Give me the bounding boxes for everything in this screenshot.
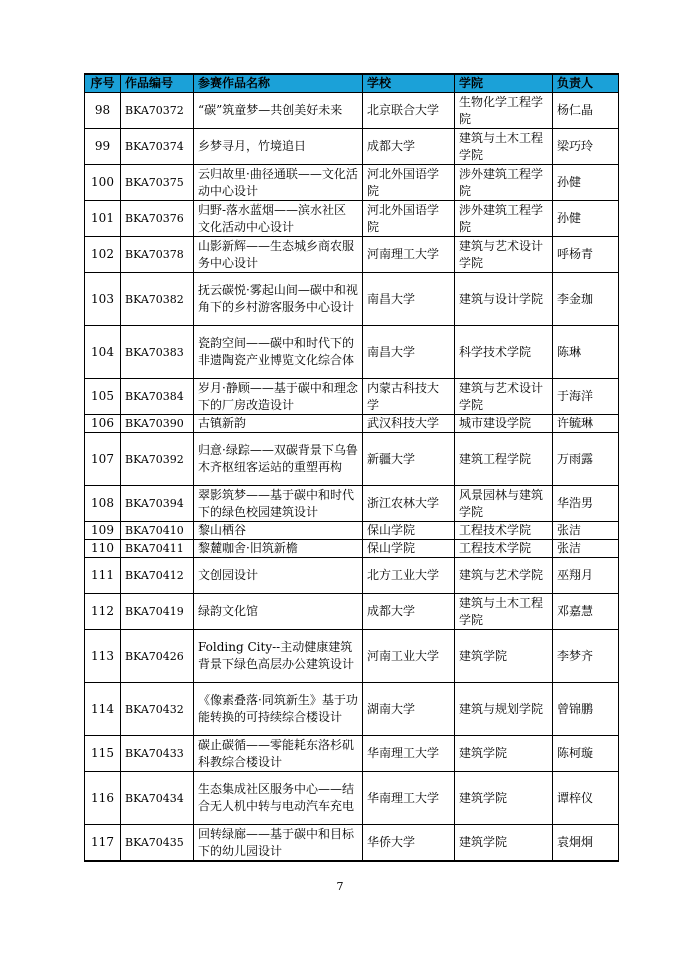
table-row (85, 237, 619, 273)
cell-college: 城市建设学院 (455, 415, 553, 433)
cell-code: BKA70374 (121, 129, 194, 165)
cell-owner: 邓嘉慧 (553, 594, 619, 630)
cell-college: 涉外建筑工程学院 (455, 201, 553, 237)
cell-school: 保山学院 (363, 522, 455, 540)
cell-no: 104 (85, 326, 121, 379)
header-no: 序号 (85, 74, 121, 93)
cell-college: 工程技术学院 (455, 522, 553, 540)
cell-name: 归意·绿踪——双碳背景下乌鲁木齐枢纽客运站的重塑再构 (194, 433, 363, 486)
cell-name: Folding City--主动健康建筑背景下绿色高层办公建筑设计 (194, 630, 363, 683)
table-header-row (85, 74, 619, 93)
cell-college: 建筑与艺术设计学院 (455, 237, 553, 273)
cell-name: 碳止碳循——零能耗东洛杉矶科教综合楼设计 (194, 736, 363, 772)
cell-college: 建筑学院 (455, 825, 553, 862)
cell-school: 河北外国语学院 (363, 165, 455, 201)
cell-owner: 万雨露 (553, 433, 619, 486)
cell-code: BKA70426 (121, 630, 194, 683)
cell-code: BKA70384 (121, 379, 194, 415)
cell-owner: 李梦齐 (553, 630, 619, 683)
cell-no: 111 (85, 558, 121, 594)
cell-college: 建筑与土木工程学院 (455, 594, 553, 630)
table-row (85, 683, 619, 736)
cell-no: 113 (85, 630, 121, 683)
cell-school: 保山学院 (363, 540, 455, 558)
cell-name: 回转绿廊——基于碳中和目标下的幼儿园设计 (194, 825, 363, 862)
cell-no: 99 (85, 129, 121, 165)
cell-code: BKA70376 (121, 201, 194, 237)
cell-school: 河南理工大学 (363, 237, 455, 273)
cell-code: BKA70382 (121, 273, 194, 326)
cell-name: 黎山栖谷 (194, 522, 363, 540)
cell-name: 抚云碳悦·雾起山间—碳中和视角下的乡村游客服务中心设计 (194, 273, 363, 326)
cell-owner: 华浩男 (553, 486, 619, 522)
cell-college: 建筑与设计学院 (455, 273, 553, 326)
table-row (85, 772, 619, 825)
cell-name: 瓷韵空间——碳中和时代下的非遗陶瓷产业博览文化综合体 (194, 326, 363, 379)
cell-college: 建筑与艺术设计学院 (455, 379, 553, 415)
header-code: 作品编号 (121, 74, 194, 93)
table-row (85, 433, 619, 486)
cell-owner: 张洁 (553, 540, 619, 558)
header-school: 学校 (363, 74, 455, 93)
cell-no: 117 (85, 825, 121, 862)
table-row (85, 594, 619, 630)
cell-name: “碳”筑童梦—共创美好未来 (194, 93, 363, 129)
table-row (85, 273, 619, 326)
table-row (85, 486, 619, 522)
cell-code: BKA70372 (121, 93, 194, 129)
cell-school: 华侨大学 (363, 825, 455, 862)
cell-code: BKA70419 (121, 594, 194, 630)
cell-school: 华南理工大学 (363, 736, 455, 772)
cell-college: 建筑学院 (455, 630, 553, 683)
table-row (85, 201, 619, 237)
page-number: 7 (336, 880, 344, 893)
cell-school: 河北外国语学院 (363, 201, 455, 237)
cell-school: 浙江农林大学 (363, 486, 455, 522)
cell-code: BKA70394 (121, 486, 194, 522)
cell-no: 114 (85, 683, 121, 736)
cell-owner: 孙健 (553, 165, 619, 201)
cell-no: 107 (85, 433, 121, 486)
table-row (85, 736, 619, 772)
table-row (85, 558, 619, 594)
cell-school: 北京联合大学 (363, 93, 455, 129)
cell-name: 《像素叠落·同筑新生》基于功能转换的可持续综合楼设计 (194, 683, 363, 736)
cell-school: 内蒙古科技大学 (363, 379, 455, 415)
cell-no: 115 (85, 736, 121, 772)
cell-name: 云归故里·曲径通联——文化活动中心设计 (194, 165, 363, 201)
cell-owner: 陈琳 (553, 326, 619, 379)
cell-code: BKA70375 (121, 165, 194, 201)
cell-school: 南昌大学 (363, 273, 455, 326)
header-name: 参赛作品名称 (194, 74, 363, 93)
cell-college: 生物化学工程学院 (455, 93, 553, 129)
table-row (85, 93, 619, 129)
cell-owner: 巫翔月 (553, 558, 619, 594)
table-row (85, 630, 619, 683)
cell-name: 黎麓咖舍·旧筑新檐 (194, 540, 363, 558)
cell-name: 乡梦寻月，竹境追日 (194, 129, 363, 165)
cell-owner: 呼杨青 (553, 237, 619, 273)
cell-owner: 李金珈 (553, 273, 619, 326)
cell-school: 成都大学 (363, 129, 455, 165)
cell-college: 建筑工程学院 (455, 433, 553, 486)
cell-owner: 梁巧玲 (553, 129, 619, 165)
cell-name: 绿韵文化馆 (194, 594, 363, 630)
cell-no: 101 (85, 201, 121, 237)
cell-no: 105 (85, 379, 121, 415)
cell-college: 涉外建筑工程学院 (455, 165, 553, 201)
award-list-table (84, 73, 619, 862)
cell-code: BKA70435 (121, 825, 194, 862)
cell-owner: 于海洋 (553, 379, 619, 415)
cell-name: 生态集成社区服务中心——结合无人机中转与电动汽车充电 (194, 772, 363, 825)
cell-owner: 杨仁晶 (553, 93, 619, 129)
header-college: 学院 (455, 74, 553, 93)
cell-no: 109 (85, 522, 121, 540)
cell-owner: 曾锦鹏 (553, 683, 619, 736)
cell-owner: 孙健 (553, 201, 619, 237)
cell-owner: 许毓琳 (553, 415, 619, 433)
cell-school: 武汉科技大学 (363, 415, 455, 433)
table-row (85, 522, 619, 540)
cell-school: 河南工业大学 (363, 630, 455, 683)
cell-college: 工程技术学院 (455, 540, 553, 558)
table-row (85, 540, 619, 558)
table-row (85, 415, 619, 433)
cell-college: 建筑与艺术学院 (455, 558, 553, 594)
cell-owner: 袁炯炯 (553, 825, 619, 862)
table-row (85, 379, 619, 415)
cell-code: BKA70392 (121, 433, 194, 486)
cell-school: 成都大学 (363, 594, 455, 630)
cell-code: BKA70378 (121, 237, 194, 273)
cell-code: BKA70383 (121, 326, 194, 379)
cell-school: 南昌大学 (363, 326, 455, 379)
table-row (85, 326, 619, 379)
cell-name: 山影新辉——生态城乡商农服务中心设计 (194, 237, 363, 273)
cell-school: 湖南大学 (363, 683, 455, 736)
cell-code: BKA70411 (121, 540, 194, 558)
table-row (85, 825, 619, 862)
cell-college: 建筑学院 (455, 736, 553, 772)
cell-no: 103 (85, 273, 121, 326)
cell-no: 116 (85, 772, 121, 825)
table-row (85, 165, 619, 201)
cell-code: BKA70412 (121, 558, 194, 594)
cell-name: 翠影筑梦——基于碳中和时代下的绿色校园建筑设计 (194, 486, 363, 522)
cell-no: 100 (85, 165, 121, 201)
cell-college: 风景园林与建筑学院 (455, 486, 553, 522)
cell-owner: 陈柯璇 (553, 736, 619, 772)
cell-no: 108 (85, 486, 121, 522)
cell-no: 102 (85, 237, 121, 273)
cell-name: 文创园设计 (194, 558, 363, 594)
table-row (85, 129, 619, 165)
cell-no: 112 (85, 594, 121, 630)
header-owner: 负责人 (553, 74, 619, 93)
cell-code: BKA70410 (121, 522, 194, 540)
cell-school: 华南理工大学 (363, 772, 455, 825)
cell-college: 建筑与规划学院 (455, 683, 553, 736)
cell-no: 110 (85, 540, 121, 558)
cell-no: 106 (85, 415, 121, 433)
cell-school: 新疆大学 (363, 433, 455, 486)
cell-school: 北方工业大学 (363, 558, 455, 594)
cell-code: BKA70434 (121, 772, 194, 825)
cell-code: BKA70390 (121, 415, 194, 433)
cell-name: 古镇新韵 (194, 415, 363, 433)
cell-college: 建筑与土木工程学院 (455, 129, 553, 165)
cell-code: BKA70432 (121, 683, 194, 736)
cell-college: 建筑学院 (455, 772, 553, 825)
cell-no: 98 (85, 93, 121, 129)
cell-name: 岁月·静顾——基于碳中和理念下的厂房改造设计 (194, 379, 363, 415)
cell-owner: 谭梓仪 (553, 772, 619, 825)
cell-owner: 张洁 (553, 522, 619, 540)
cell-college: 科学技术学院 (455, 326, 553, 379)
cell-code: BKA70433 (121, 736, 194, 772)
cell-name: 归野-落水蓝烟——滨水社区文化活动中心设计 (194, 201, 363, 237)
